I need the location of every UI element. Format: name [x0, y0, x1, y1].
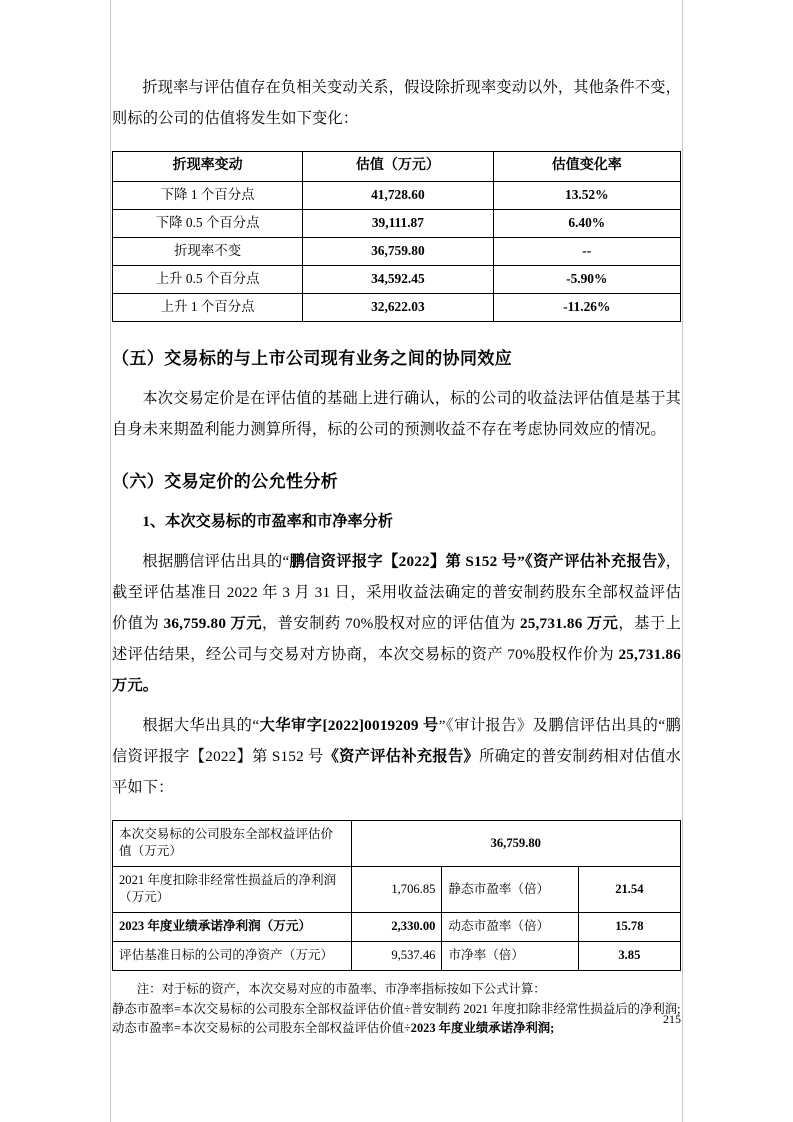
ratio-amount-cell: 2,330.00 [351, 913, 442, 942]
ratio-value-cell: 36,759.80 [351, 821, 680, 867]
table-cell: 34,592.45 [303, 266, 493, 294]
section-six-subheading: 1、本次交易标的市盈率和市净率分析 [142, 513, 393, 530]
para2-seg-4: 《资产评估补充报告》 [323, 748, 480, 765]
ratio-label-cell: 本次交易标的公司股东全部权益评估价值（万元） [113, 821, 352, 867]
para2-seg-3: 鹏信资评报字【2022】第 S152 号 [112, 717, 682, 765]
ratio-amount-cell: 1,706.85 [351, 867, 442, 913]
para1-seg-4: ，普安制药 70%股权对应的评估值为 [262, 615, 520, 632]
note-line-1: 注：对于标的资产，本次交易对应的市盈率、市净率指标按如下公式计算： [136, 982, 546, 996]
table-cell: 上升 1 个百分点 [113, 294, 303, 322]
table-row [113, 238, 681, 266]
note-line-3-prefix: 动态市盈率=本次交易标的公司股东全部权益评估价值÷ [112, 1021, 411, 1035]
table-row [113, 182, 681, 210]
table-row [113, 210, 681, 238]
intro-paragraph: 折现率与评估值存在负相关变动关系，假设除折现率变动以外，其他条件不变，则标的公司的估值将发生如下变化： [112, 79, 681, 127]
section-six-heading: （六）交易定价的公允性分析 [112, 472, 339, 491]
ratio-metric-value-cell: 15.78 [578, 913, 680, 942]
para2-seg-0: 根据大华出具的“ [142, 717, 260, 734]
table-cell: 上升 0.5 个百分点 [113, 266, 303, 294]
table-cell: -5.90% [493, 266, 680, 294]
page-content [112, 72, 681, 1039]
ratio-metric-cell: 市净率（倍） [442, 942, 578, 971]
page-right-rule [682, 0, 683, 1122]
table-cell: 13.52% [493, 182, 680, 210]
note-line-2: 静态市盈率=本次交易标的公司股东全部权益评估价值÷普安制药 2021 年度扣除非经常性损益后的净利润; [112, 1001, 681, 1016]
table-cell: 6.40% [493, 210, 680, 238]
para1-seg-2: ，截至评估基准日 2022 年 3 月 31 日，采用收益法确定的普安制药股东全部权益评估价值为 [112, 553, 681, 632]
ratio-metric-cell: 动态市盈率（倍） [442, 913, 578, 942]
para1-seg-5: 25,731.86 万元 [519, 615, 619, 632]
section-five-paragraph: 本次交易定价是在评估值的基础上进行确认，标的公司的收益法评估值是基于其自身未来期盈利能力测算所得，标的公司的预测收益不存在考虑协同效应的情况。 [112, 390, 681, 438]
table-cell: 下降 0.5 个百分点 [113, 210, 303, 238]
para1-seg-3: 36,759.80 万元 [163, 615, 262, 632]
ratio-amount-cell: 9,537.46 [351, 942, 442, 971]
table-cell: 39,111.87 [303, 210, 493, 238]
table-cell: 折现率不变 [113, 238, 303, 266]
para1-seg-1: 鹏信资评报字【2022】第 S152 号”《资产评估补充报告》 [289, 553, 666, 570]
para2-seg-2: ”《审计报告》及鹏信评估出具的“ [438, 717, 666, 734]
ratio-label-cell: 2021 年度扣除非经常性损益后的净利润（万元） [113, 867, 352, 913]
ratio-label-cell: 评估基准日标的公司的净资产（万元） [113, 942, 352, 971]
table-header-cell: 折现率变动 [113, 152, 303, 182]
para1-seg-0: 根据鹏信评估出具的“ [142, 553, 290, 570]
ratio-table [112, 820, 681, 971]
para1-seg-7: 25,731.86 万元。 [112, 646, 681, 694]
ratio-metric-value-cell: 21.54 [578, 867, 680, 913]
table-cell: 36,759.80 [303, 238, 493, 266]
table-cell: 下降 1 个百分点 [113, 182, 303, 210]
table-row [113, 913, 681, 942]
para2-seg-5: 所确定的普安制药相对估值水平如下： [112, 748, 682, 796]
table-cell: 32,622.03 [303, 294, 493, 322]
section-six-paragraph-1 [112, 546, 681, 701]
para1-seg-6: ，基于上述评估结果，经公司与交易对方协商，本次交易标的资产 70%股权作价为 [112, 615, 681, 663]
table-row [113, 266, 681, 294]
ratio-label-cell: 2023 年度业绩承诺净利润（万元） [113, 913, 352, 942]
page-number: 215 [663, 1012, 681, 1026]
table-row [113, 867, 681, 913]
page-left-rule [110, 0, 111, 1122]
para2-seg-1: 大华审字[2022]0019209 号 [259, 717, 439, 734]
table-header-cell: 估值（万元） [303, 152, 493, 182]
ratio-metric-cell: 静态市盈率（倍） [442, 867, 578, 913]
table-header-row [113, 152, 681, 182]
section-six-paragraph-2 [112, 710, 681, 803]
sensitivity-table [112, 151, 681, 322]
table-header-cell: 估值变化率 [493, 152, 680, 182]
ratio-metric-value-cell: 3.85 [578, 942, 680, 971]
section-five-heading: （五）交易标的与上市公司现有业务之间的协同效应 [112, 349, 513, 368]
table-cell: -11.26% [493, 294, 680, 322]
table-cell: 41,728.60 [303, 182, 493, 210]
note-line-3 [112, 1019, 681, 1039]
table-cell: -- [493, 238, 680, 266]
table-row [113, 942, 681, 971]
note-line-3-bold: 2023 年度业绩承诺净利润; [410, 1021, 555, 1035]
table-row [113, 821, 681, 867]
table-row [113, 294, 681, 322]
